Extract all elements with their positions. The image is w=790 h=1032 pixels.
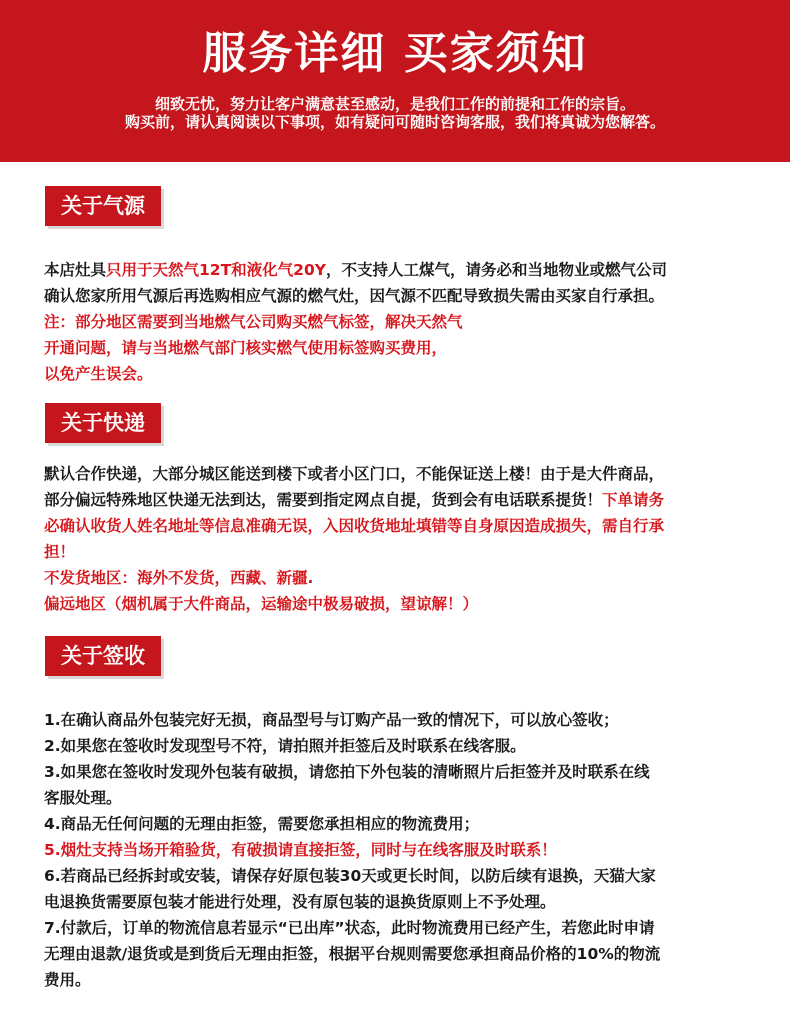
signoff-section-body: [44, 707, 770, 993]
text-fragment: 部分偏远特殊地区快递无法到达，需要到指定网点自提，货到会有电话联系提货！: [44, 491, 603, 509]
text-fragment: 本店灶具: [44, 261, 107, 279]
list-item: 2.如果您在签收时发现型号不符，请拍照并拒签后及时联系在线客服。: [44, 737, 526, 755]
paragraph-line: 默认合作快递，大部分城区能送到楼下或者小区门口，不能保证送上楼！由于是大件商品，: [44, 465, 665, 483]
paragraph-line: 必确认收货人姓名地址等信息准确无误，入因收货地址填错等自身原因造成损失，需自行承: [44, 517, 665, 535]
list-item: 6.若商品已经拆封或安装，请保存好原包装30天或更长时间，以防后续有退换，天猫大家: [44, 867, 656, 885]
highlight-text: 只用于天然气12T和液化气20Y: [106, 261, 326, 279]
express-section-body: [44, 461, 770, 617]
gas-section-body: [44, 257, 770, 387]
highlight-text: 下单请务: [602, 491, 665, 509]
text-fragment: ，不支持人工煤气，请务必和当地物业或燃气公司: [325, 261, 667, 279]
paragraph-line: 不发货地区：海外不发货，西藏、新疆.: [44, 569, 314, 587]
section-heading-signoff: 关于签收: [45, 636, 161, 676]
note-line: 开通问题，请与当地燃气部门核实燃气使用标签购买费用，: [44, 339, 448, 357]
text-fragment: 5.烟灶: [44, 841, 92, 859]
paragraph-line: [44, 487, 770, 513]
highlight-text: 支持当场开箱验货，有破损请直接拒签，同时与在线客服及时联系！: [91, 841, 557, 859]
list-item: [44, 837, 770, 863]
banner-subtitle: 购买前，请认真阅读以下事项，如有疑问可随时咨询客服，我们将真诚为您解答。: [124, 113, 665, 131]
list-item: 客服处理。: [44, 789, 122, 807]
list-item: 电退换货需要原包装才能进行处理，没有原包装的退换货原则上不予处理。: [44, 893, 556, 911]
list-item: 1.在确认商品外包装完好无损，商品型号与订购产品一致的情况下，可以放心签收；: [44, 711, 619, 729]
paragraph-line: [44, 257, 770, 283]
section-heading-gas: 关于气源: [45, 186, 161, 226]
section-heading-express: 关于快递: [45, 403, 161, 443]
list-item: 4.商品无任何问题的无理由拒签，需要您承担相应的物流费用；: [44, 815, 480, 833]
paragraph-line: 偏远地区（烟机属于大件商品，运输途中极易破损，望谅解！）: [44, 595, 479, 613]
list-item: 7.付款后，订单的物流信息若显示“已出库”状态，此时物流费用已经产生，若您此时申请: [44, 919, 655, 937]
page-title: 服务详细 买家须知: [202, 28, 588, 79]
list-item: 费用。: [44, 971, 91, 989]
list-item: 无理由退款/退货或是到货后无理由拒签，根据平台规则需要您承担商品价格的10%的物流: [44, 945, 661, 963]
header-banner: [0, 0, 790, 162]
paragraph-line: 担！: [44, 543, 76, 561]
note-line: 注：部分地区需要到当地燃气公司购买燃气标签，解决天然气: [44, 313, 463, 331]
banner-subtitle: 细致无忧，努力让客户满意甚至感动，是我们工作的前提和工作的宗旨。: [154, 95, 635, 113]
note-line: 以免产生误会。: [44, 365, 153, 383]
paragraph-line: 确认您家所用气源后再选购相应气源的燃气灶，因气源不匹配导致损失需由买家自行承担。: [44, 287, 665, 305]
list-item: 3.如果您在签收时发现外包装有破损，请您拍下外包装的清晰照片后拒签并及时联系在线: [44, 763, 650, 781]
